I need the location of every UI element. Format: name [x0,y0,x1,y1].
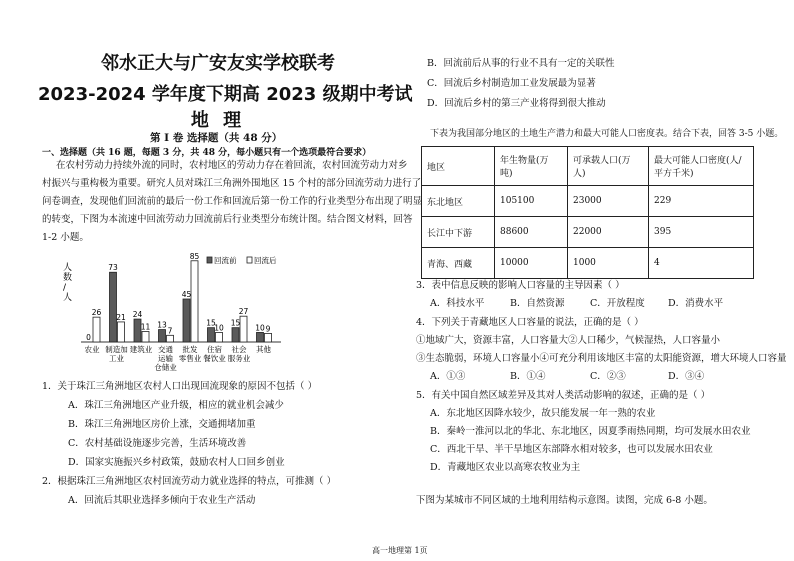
question-3-option: B．自然资源 [510,298,565,309]
bar-after [93,317,100,342]
bar-before [159,330,166,342]
category-label: 农业 [84,345,100,354]
passage-line: 的转变，下图为本流速中回流劳动力回流前后行业类型分布统计图。结合图文材料，回答 [42,214,413,225]
table-cell: 395 [649,217,754,248]
question-4-statement: ③生态脆弱，环境人口容量小④可充分利用该地区丰富的太阳能资源，增大环境人口容量 [416,353,787,364]
table-cell: 229 [649,186,754,217]
category-label: 建筑业 [129,345,153,354]
bar-before [110,272,117,342]
table-cell: 长江中下游 [422,217,495,248]
data-label: 0 [86,333,91,342]
exam-title-subject: 地 理 [190,110,246,131]
data-label: 26 [91,308,102,318]
question-5-option: A．东北地区因降水较少，故只能发展一年一熟的农业 [430,408,656,419]
bar-after [191,261,198,342]
question-4: 4．下列关于青藏地区人口容量的说法，正确的是（ ） [416,317,644,328]
question-1: 1．关于珠江三角洲地区农村人口出现回流现象的原因不包括（ ） [42,381,318,392]
data-label: 73 [108,263,118,273]
question-3: 3．表中信息反映的影响人口容量的主导因素（ ） [416,280,625,291]
legend-label: 回流前 [214,256,237,265]
question-2-option: B．回流前后从事的行业不具有一定的关联性 [427,58,615,69]
legend-swatch [207,257,212,263]
bar-before [232,328,239,342]
table-cell: 1000 [568,248,649,279]
bar-after [142,331,149,342]
population-capacity-table [421,146,754,279]
question-3-option: C．开放程度 [590,298,645,309]
data-label: 15 [230,318,241,328]
table-cell: 105100 [495,186,568,217]
table-cell: 10000 [495,248,568,279]
question-1-option: C．农村基础设施逐步完善，生活环境改善 [68,438,247,449]
question-2-option: A．回流后其职业选择多倾向于农业生产活动 [68,495,256,506]
table-cell: 4 [649,248,754,279]
passage-line: 1-2 小题。 [42,232,89,243]
category-label: 制造加工业 [105,345,128,363]
question-2-option: C．回流后乡村制造加工业发展最为显著 [427,78,596,89]
exam-title-schools: 邻水正大与广安友实学校联考 [101,53,335,74]
header-text: 最大可能人口密度(人/ [654,156,742,166]
legend-label: 回流后 [254,256,277,265]
table-header-row [422,147,754,186]
bar-after [167,335,174,342]
industry-bar-chart [55,250,295,375]
question-4-statement: ①地域广大，资源丰富，人口容量大②人口稀少，气候湿热，人口容量小 [416,335,721,346]
table-cell: 青海、西藏 [422,248,495,279]
question-5-option: B．秦岭一淮河以北的华北、东北地区，因夏季雨热同期，均可发展水田农业 [430,426,751,437]
table-row [422,248,754,279]
bar-before [257,332,264,342]
data-label: 10 [255,323,265,333]
data-label: 85 [189,251,200,261]
question-4-option: D．③④ [668,371,705,382]
bar-after [240,316,247,342]
exam-title-term: 2023-2024 学年度下期高 2023 级期中考试 [38,84,413,105]
data-label: 15 [206,318,216,328]
table-intro: 下表为我国部分地区的土地生产潜力和最大可能人口密度表。结合下表，回答 3-5 小题。 [430,129,784,139]
volume-heading: 第 I 卷 选择题（共 48 分） [150,132,283,144]
table-header-cell [422,147,495,186]
question-3-option: A．科技水平 [430,298,485,309]
data-label: 11 [140,322,151,332]
question-4-option: A．①③ [430,371,466,382]
data-label: 9 [265,324,271,334]
category-label: 住宿餐饮业 [203,345,226,363]
passage-line: 在农村劳动力持续外流的同时，农村地区的劳动力存在着回流，农村回流劳动力对乡 [56,160,408,171]
data-label: 7 [167,326,173,336]
header-text: 吨) [500,169,513,179]
header-text: 人) [573,169,586,179]
table-row [422,217,754,248]
question-4-option: C．②③ [590,371,626,382]
legend-swatch [247,257,252,263]
question-1-option: B．珠江三角洲地区房价上涨，交通拥堵加重 [68,419,256,430]
table-header-cell [495,147,568,186]
question-5-option: C．西北干旱、半干旱地区东部降水相对较多，也可以发展水田农业 [430,444,713,455]
question-1-option: A．珠江三角洲地区产业升级，相应的就业机会减少 [68,400,284,411]
table-cell: 东北地区 [422,186,495,217]
y-axis-label: 人数/人 [63,263,73,303]
bar-after [216,332,223,342]
page-footer: 高一地理第 1页 [372,546,428,555]
category-label: 社会服务业 [227,345,251,363]
category-label: 交通运输仓储业 [154,345,177,372]
data-label: 24 [132,310,143,320]
questions-6-8-intro: 下图为某城市不同区域的土地利用结构示意图。读图，完成 6-8 小题。 [416,495,713,506]
passage-line: 村振兴与重构极为重要。研究人员对珠江三角洲外围地区 15 个村的部分回流劳动力进行了 [42,178,422,189]
passage-line: 问卷调查，发现他们回流前的最后一份工作和回流后第一份工作的行业类型分布出现了明显 [42,196,423,207]
header-text: 年生物量(万 [500,156,549,166]
data-label: 27 [238,307,249,317]
table-header-cell [568,147,649,186]
header-text: 地区 [427,162,446,173]
data-label: 45 [181,290,192,299]
table-cell: 22000 [568,217,649,248]
bar-before [183,299,190,342]
table-header-cell [649,147,754,186]
data-label: 10 [214,323,224,333]
table-cell: 23000 [568,186,649,217]
bar-after [118,322,125,342]
category-label: 其他 [256,345,271,354]
table-row [422,186,754,217]
question-2: 2．根据珠江三角洲地区农村回流劳动力就业选择的特点，可推测（ ） [42,476,337,487]
section-heading: 一、选择题（共 16 题，每题 3 分，共 48 分，每小题只有一个选项最符合要求） [42,148,372,158]
question-5: 5．有关中国自然区域差异及其对人类活动影响的叙述，正确的是（ ） [416,390,711,401]
header-text: 平方千米) [654,169,694,179]
question-1-option: D．国家实施振兴乡村政策，鼓励农村人口回乡创业 [68,457,285,468]
question-5-option: D．青藏地区农业以高寒农牧业为主 [430,462,581,473]
data-label: 13 [157,320,167,330]
bar-after [265,333,272,342]
data-label: 21 [116,312,126,322]
question-2-option: D．回流后乡村的第三产业将得到很大推动 [427,98,606,109]
category-label: 批发零售业 [178,345,202,363]
table-cell: 88600 [495,217,568,248]
question-4-option: B．①④ [510,371,546,382]
header-text: 可承载人口(万 [573,156,631,166]
question-3-option: D．消费水平 [668,298,724,309]
